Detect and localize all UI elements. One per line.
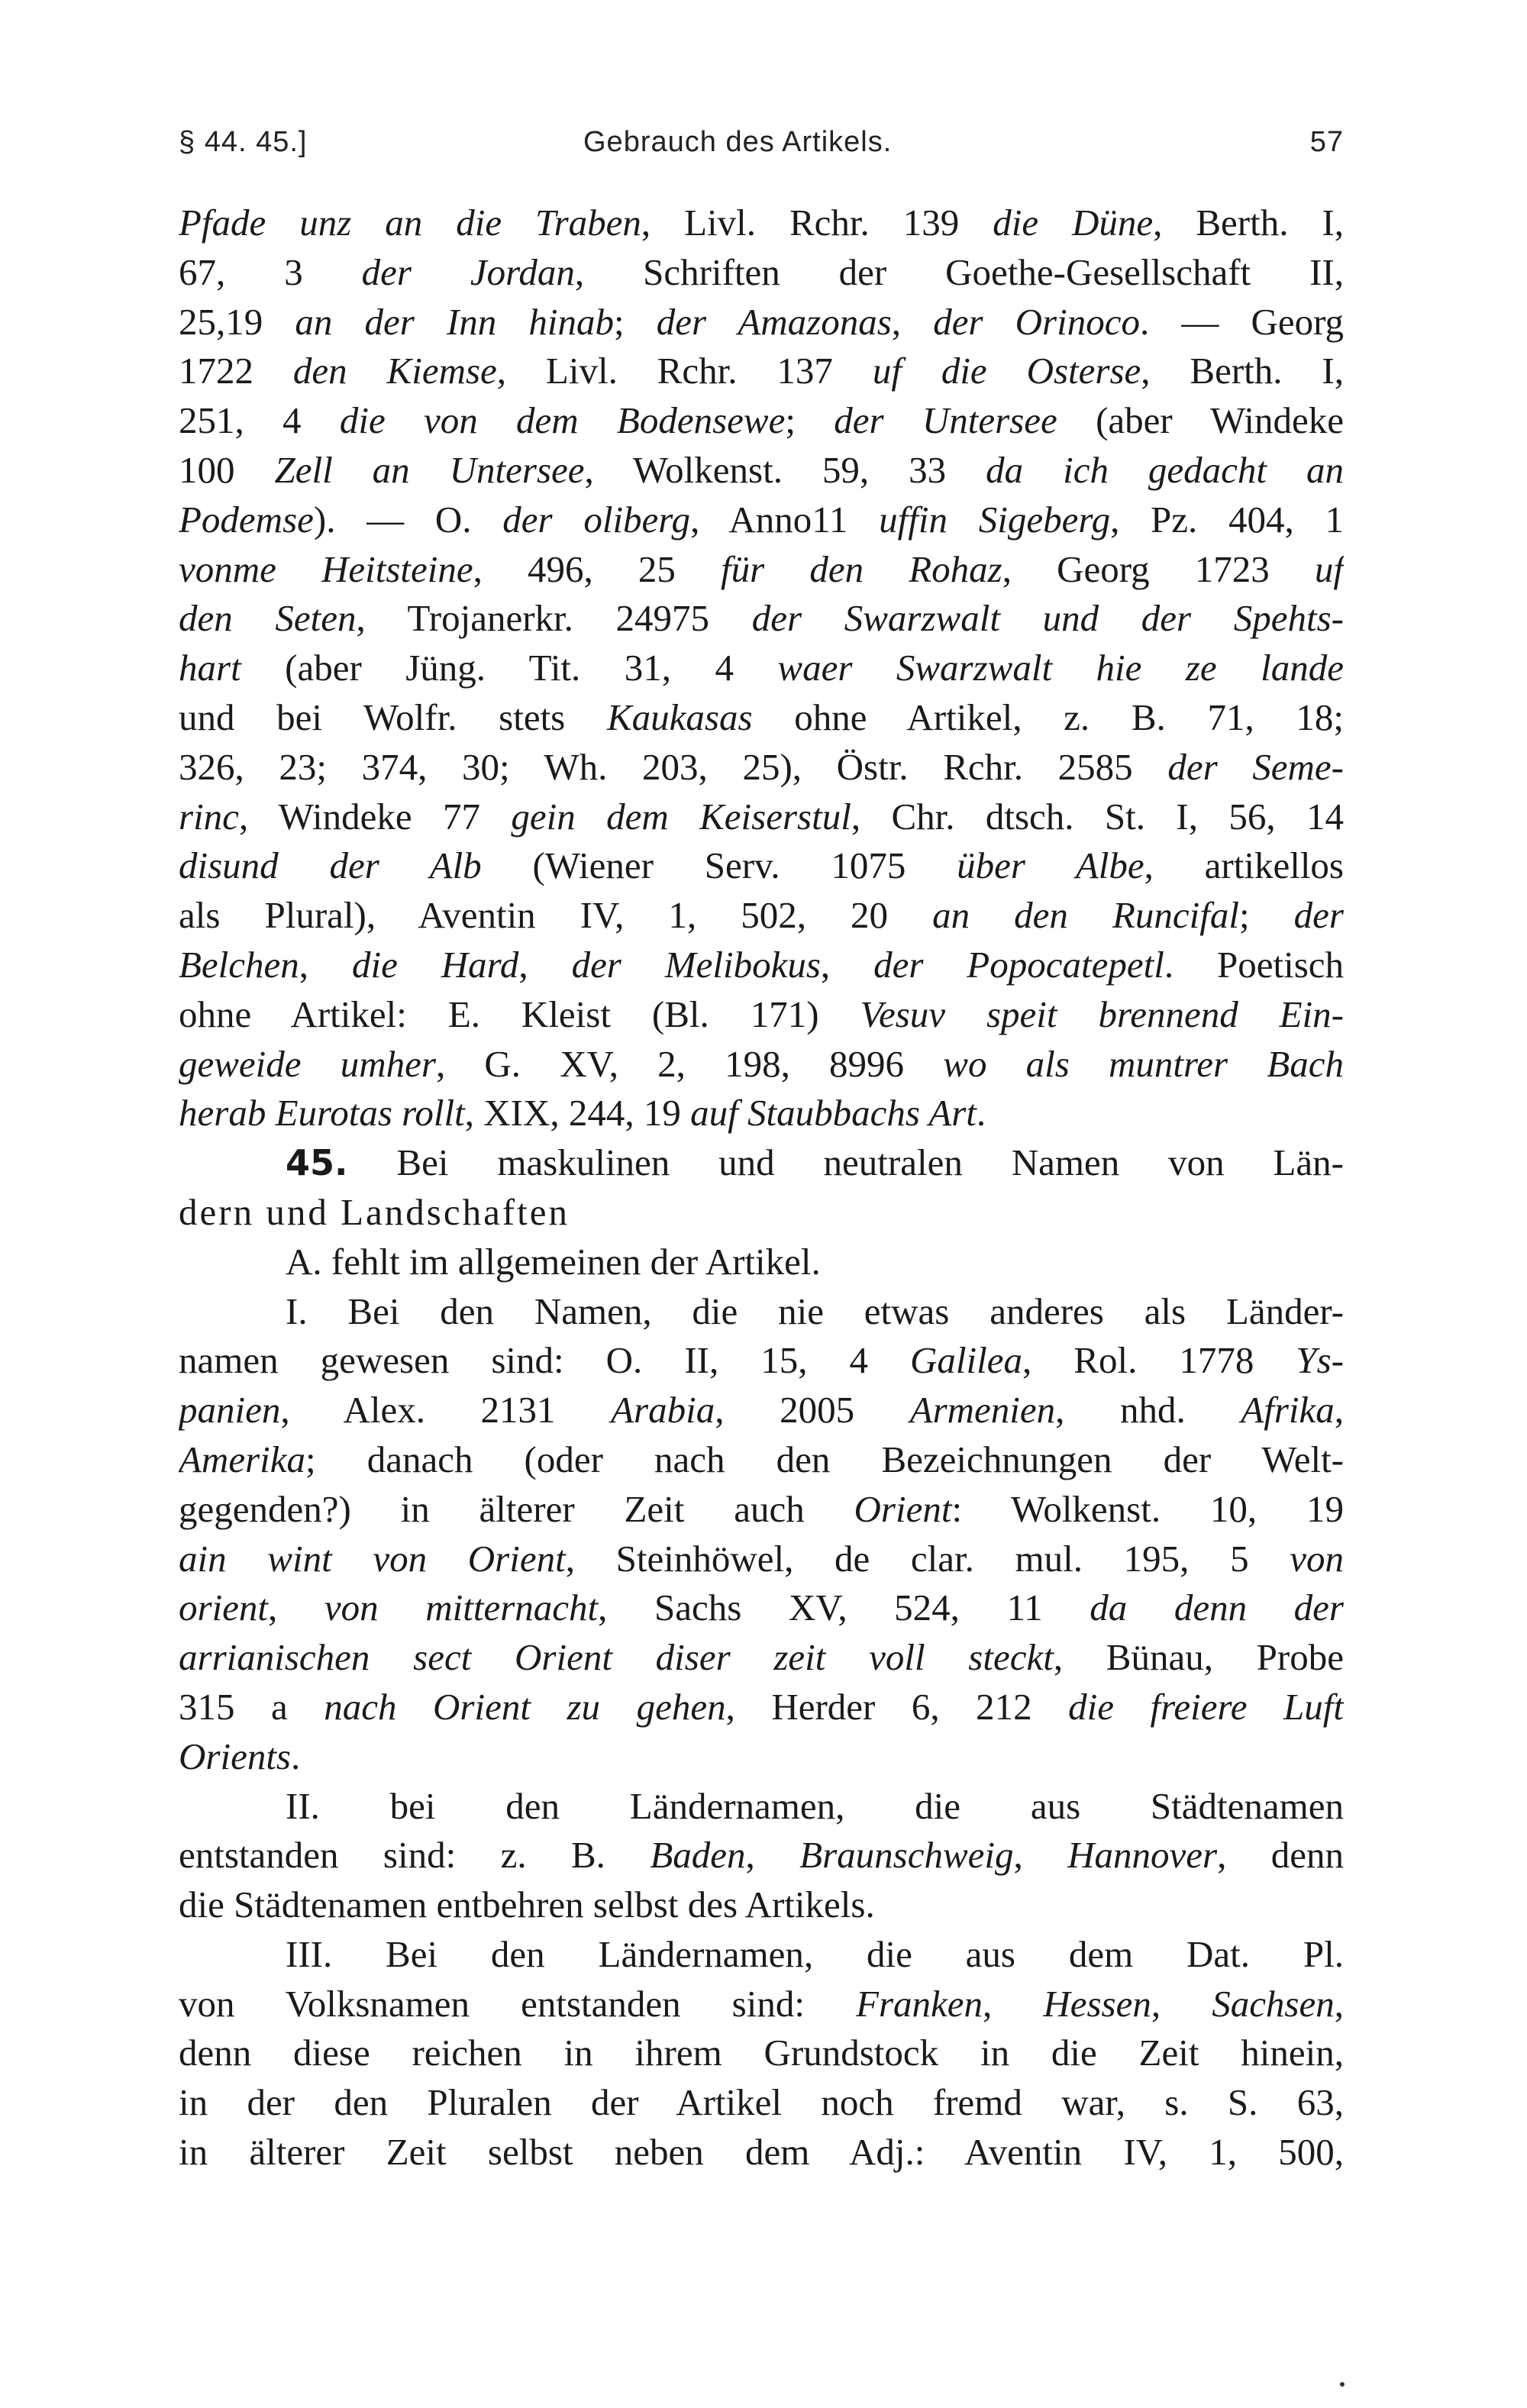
text-line: I. Bei den Namen, die nie etwas anderes als Länder- xyxy=(286,1290,1344,1332)
paragraph-44-continuation xyxy=(179,199,1344,1138)
text-line: den Seten, Trojanerkr. 24975 der Swarzwalt und der Spehts- xyxy=(179,597,1344,640)
running-header xyxy=(179,126,1344,172)
text-line: Belchen, die Hard, der Melibokus, der Popocatepetl. Poetisch xyxy=(179,943,1344,986)
text-line: von Volksnamen entstanden sind: Franken, Hessen, Sachsen, xyxy=(179,1982,1344,2025)
text-line: die Städtenamen entbehren selbst des Artikels. xyxy=(179,1883,875,1926)
section-number: 45. xyxy=(286,1142,348,1184)
text-line: III. Bei den Ländernamen, die aus dem Dat. Pl. xyxy=(286,1932,1344,1975)
text-line: in der den Pluralen der Artikel noch fremd war, s. S. 63, xyxy=(179,2081,1344,2124)
text-line: 25,19 an der Inn hinab; der Amazonas, der Orinoco. — Georg xyxy=(179,300,1344,343)
section-45-heading xyxy=(179,1138,1344,1238)
text-line: als Plural), Aventin IV, 1, 502, 20 an den Runcifal; der xyxy=(179,894,1344,937)
text-line: namen gewesen sind: O. II, 15, 4 Galilea, Rol. 1778 Ys- xyxy=(179,1339,1344,1382)
text-line: vonme Heitsteine, 496, 25 für den Rohaz, Georg 1723 uf xyxy=(179,547,1344,590)
text-line: orient, von mitternacht, Sachs XV, 524, 11 da denn der xyxy=(179,1587,1344,1629)
text-line: hart (aber Jüng. Tit. 31, 4 waer Swarzwalt hie ze lande xyxy=(179,647,1344,689)
text-line: entstanden sind: z. B. Baden, Braunschweig, Hannover, denn xyxy=(179,1834,1344,1877)
text-line: panien, Alex. 2131 Arabia, 2005 Armenien, nhd. Afrika, xyxy=(179,1389,1344,1432)
text-line: denn diese reichen in ihrem Grundstock in die Zeit hinein, xyxy=(179,2032,1344,2074)
subsection-a xyxy=(179,1238,1344,1287)
text-line: 67, 3 der Jordan, Schriften der Goethe-Gesellschaft II, xyxy=(179,250,1344,293)
text-line: arrianischen sect Orient diser zeit voll steckt, Bünau, Probe xyxy=(179,1636,1344,1679)
text-line: 326, 23; 374, 30; Wh. 203, 25), Östr. Rchr. 2585 der Seme- xyxy=(179,745,1344,788)
text-line: 251, 4 die von dem Bodensewe; der Untersee (aber Windeke xyxy=(179,399,1344,442)
header-section-ref: § 44. 45.] xyxy=(179,126,308,158)
section-45-second-line: dern und Landschaften xyxy=(179,1190,570,1233)
page-body xyxy=(179,199,1344,2177)
subsection-ii xyxy=(179,1782,1344,1930)
text-line: Amerika; danach (oder nach den Bezeichnungen der Welt- xyxy=(179,1438,1344,1480)
text-line: II. bei den Ländernamen, die aus Städtenamen xyxy=(286,1784,1344,1827)
subsection-i xyxy=(179,1287,1344,1782)
subsection-a-line: A. fehlt im allgemeinen der Artikel. xyxy=(286,1240,821,1283)
text-line: 1722 den Kiemse, Livl. Rchr. 137 uf die Osterse, Berth. I, xyxy=(179,350,1344,392)
text-line: und bei Wolfr. stets Kaukasas ohne Artikel, z. B. 71, 18; xyxy=(179,696,1344,738)
text-line: herab Eurotas rollt, XIX, 244, 19 auf Staubbachs Art. xyxy=(179,1092,986,1135)
text-line: geweide umher, G. XV, 2, 198, 8996 wo als muntrer Bach xyxy=(179,1042,1344,1085)
text-line: disund der Alb (Wiener Serv. 1075 über Albe, artikellos xyxy=(179,844,1344,887)
text-line: 100 Zell an Untersee, Wolkenst. 59, 33 da ich gedacht an xyxy=(179,448,1344,491)
text-line: Orients. xyxy=(179,1735,301,1777)
text-line: in älterer Zeit selbst neben dem Adj.: Aventin IV, 1, 500, xyxy=(179,2131,1344,2174)
text-line: ohne Artikel: E. Kleist (Bl. 171) Vesuv speit brennend Ein- xyxy=(179,993,1344,1035)
text-line: gegenden?) in älterer Zeit auch Orient: Wolkenst. 10, 19 xyxy=(179,1487,1344,1530)
subsection-iii xyxy=(179,1930,1344,2177)
text-line: ain wint von Orient, Steinhöwel, de clar. mul. 195, 5 von xyxy=(179,1537,1344,1580)
print-speck xyxy=(1340,2382,1345,2387)
text-line: rinc, Windeke 77 gein dem Keiserstul, Chr. dtsch. St. I, 56, 14 xyxy=(179,795,1344,838)
section-45-first-line xyxy=(179,1138,1344,1188)
header-title: Gebrauch des Artikels. xyxy=(583,126,893,158)
section-45-text: Bei maskulinen und neutralen Namen von Län- xyxy=(396,1141,1344,1184)
text-line: Pfade unz an die Traben, Livl. Rchr. 139 die Düne, Berth. I, xyxy=(179,202,1344,244)
page-number: 57 xyxy=(1309,126,1344,158)
text-line: Podemse). — O. der oliberg, Anno11 uffin Sigeberg, Pz. 404, 1 xyxy=(179,498,1344,541)
text-line: 315 a nach Orient zu gehen, Herder 6, 212 die freiere Luft xyxy=(179,1685,1344,1728)
